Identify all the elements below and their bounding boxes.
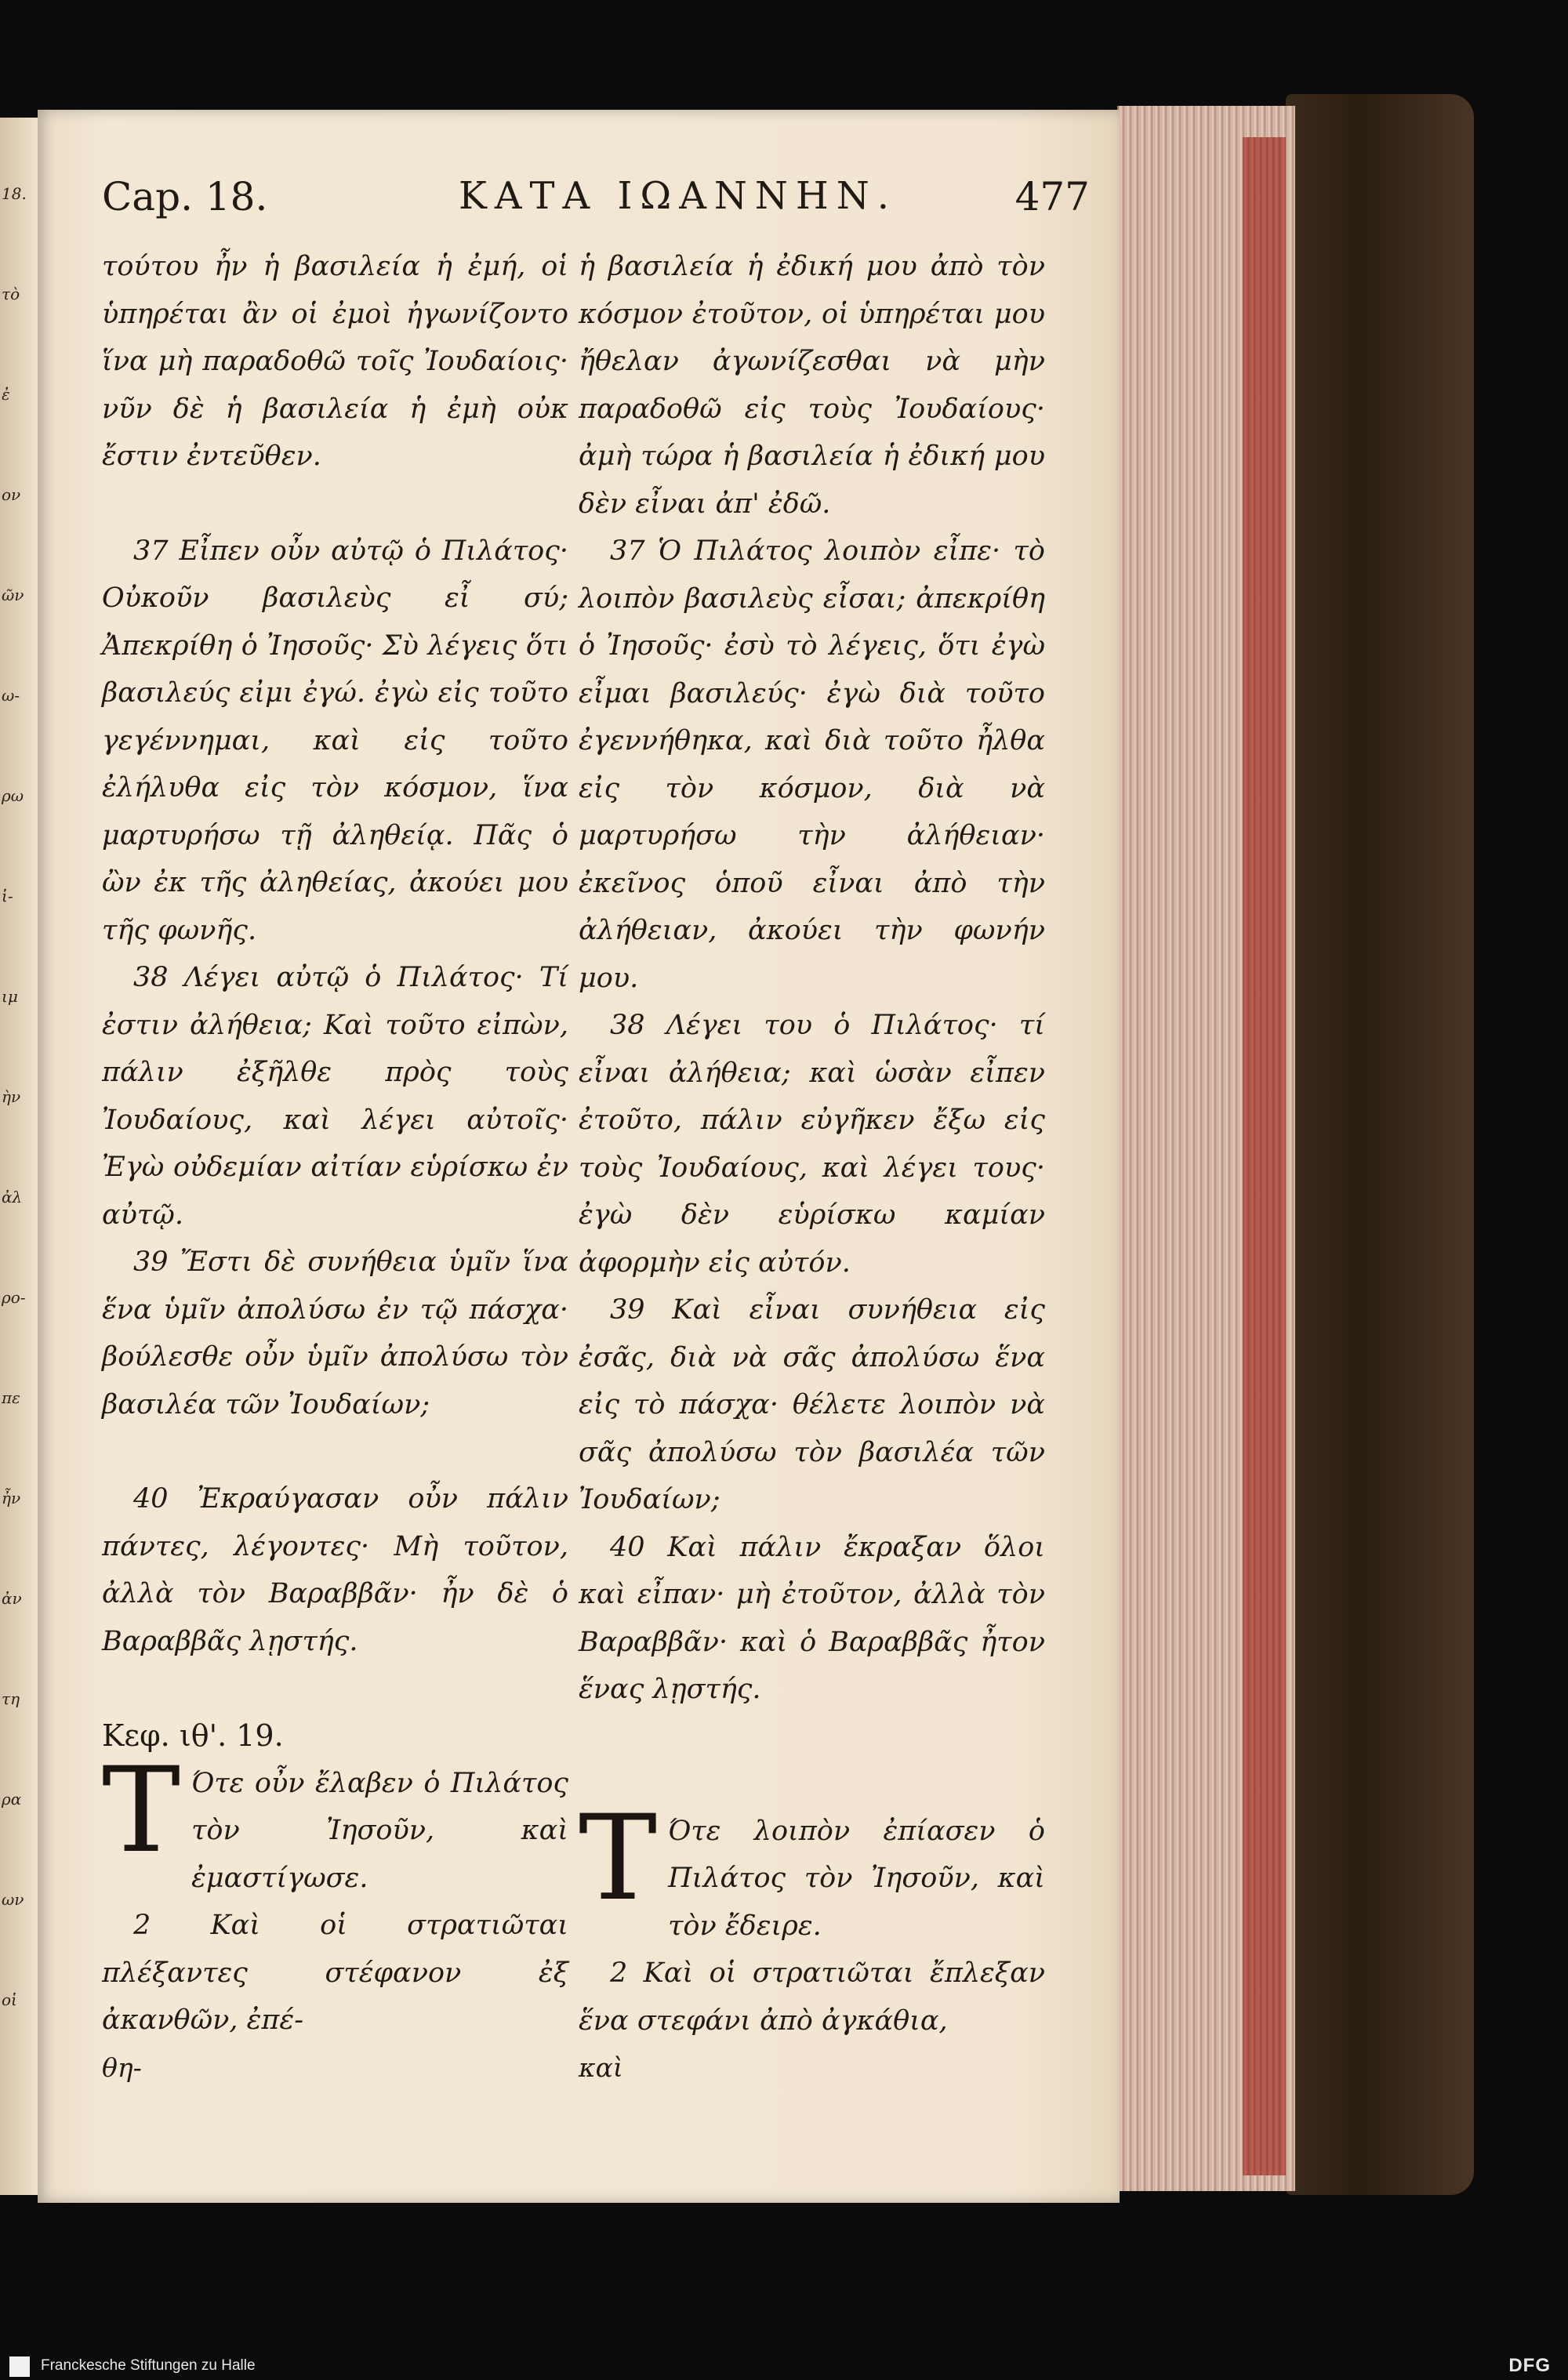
verse-38: 38 Λέγει αὐτῷ ὁ Πιλάτος· Τί ἐστιν ἀλήθεια; Καὶ τοῦτο εἰπὼν, πάλιν ἐξῆλθε πρὸς τοὺς Ἰουδαίους, καὶ λέγει αὐτοῖς· Ἐγὼ οὐδεμίαν αἰτίαν εὑρίσκω ἐν αὐτῷ. (102, 962, 568, 1231)
margin-fragment: πε (2, 1388, 20, 1407)
chapter-opening (102, 1742, 568, 1903)
verse-37: 37 Εἶπεν οὖν αὐτῷ ὁ Πιλάτος· Οὐκοῦν βασιλεὺς εἶ σύ; Ἀπεκρίθη ὁ Ἰησοῦς· Σὺ λέγεις ὅτι βασιλεύς εἰμι ἐγώ. ἐγὼ εἰς τοῦτο γεγέννημαι, καὶ εἰς τοῦτο ἐλήλυθα εἰς τὸν κόσμον, ἵνα μαρτυρήσω τῇ ἀληθείᾳ. Πᾶς ὁ ὢν ἐκ τῆς ἀληθείας, ἀκούει μου τῆς φωνῆς. (102, 535, 568, 946)
catchword: καὶ (579, 2052, 623, 2083)
paragraph: τούτου ἦν ἡ βασιλεία ἡ ἐμή, οἱ ὑπηρέται ἂν οἱ ἐμοὶ ἠγωνίζοντο ἵνα μὴ παραδοθῶ τοῖς Ἰουδαίοις· νῦν δὲ ἡ βασιλεία ἡ ἐμὴ οὐκ ἔστιν ἐντεῦθεν. (102, 251, 568, 472)
chapter-opening (579, 1790, 1045, 1950)
page-number: 477 (1014, 174, 1090, 219)
margin-fragment: ἱ- (2, 887, 13, 905)
verse-40: 40 Ἐκραύγασαν οὖν πάλιν πάντες, λέγοντες· Μὴ τοῦτον, ἀλλὰ τὸν Βαραββᾶν· ἦν δὲ ὁ Βαραββᾶς λῃστής. (102, 1483, 568, 1657)
verse-2: 2 Καὶ οἱ στρατιῶται ἔπλεξαν ἕνα στεφάνι ἀπὸ ἀγκάθια, (579, 1957, 1045, 2037)
margin-fragment: τη (2, 1689, 20, 1708)
verse-2: 2 Καὶ οἱ στρατιῶται πλέξαντες στέφανον ἐξ ἀκανθῶν, ἐπέ- (102, 1910, 568, 2036)
drop-cap: Τ (102, 1742, 181, 1879)
margin-fragment: ῶν (2, 586, 24, 604)
catchword: θη- (102, 2052, 142, 2083)
margin-fragment: ἀλ (2, 1188, 23, 1206)
margin-fragment: ιμ (2, 987, 18, 1006)
margin-fragment: ρω (2, 786, 24, 805)
margin-fragment: οἱ (2, 1990, 17, 2009)
chapter-heading: Κεφ. ιθ'. 19. (102, 1718, 284, 1753)
facing-page-edge (0, 118, 40, 2195)
chapter-opening-text: Ότε οὖν ἔλαβεν ὁ Πιλάτος τὸν Ἰησοῦν, καὶ ἐμαστίγωσε. (191, 1767, 568, 1894)
margin-fragment: ἐ (2, 385, 10, 404)
left-column-ancient-greek (102, 243, 568, 2092)
margin-fragment: ω- (2, 686, 20, 705)
verse-37: 37 Ὁ Πιλάτος λοιπὸν εἶπε· τὸ λοιπὸν βασιλεὺς εἶσαι; ἀπεκρίθη ὁ Ἰησοῦς· ἐσὺ τὸ λέγεις, ὅτι ἐγὼ εἶμαι βασιλεύς· ἐγὼ διὰ τοῦτο ἐγεννήθηκα, καὶ διὰ τοῦτο ἦλθα εἰς τὸν κόσμον, διὰ νὰ μαρτυρήσω τὴν ἀλήθειαν· ἐκεῖνος ὁποῦ εἶναι ἀπὸ τὴν ἀλήθειαν, ἀκούει τὴν φωνήν μου. (579, 535, 1045, 994)
institution-name: Franckesche Stiftungen zu Halle (41, 2357, 256, 2374)
margin-fragment: ἦν (2, 1489, 21, 1507)
paragraph: ἡ βασιλεία ἡ ἐδική μου ἀπὸ τὸν κόσμον ἐτοῦτον, οἱ ὑπηρέται μου ἤθελαν ἀγωνίζεσθαι νὰ μὴν παραδοθῶ εἰς τοὺς Ἰουδαίους· ἀμὴ τώρα ἡ βασιλεία ἡ ἐδική μου δὲν εἶναι ἀπ' ἐδῶ. (579, 251, 1045, 520)
margin-fragment: 18. (2, 184, 27, 203)
verse-38: 38 Λέγει του ὁ Πιλάτος· τί εἶναι ἀλήθεια; καὶ ὡσὰν εἶπεν ἐτοῦτο, πάλιν εὐγῆκεν ἔξω εἰς τοὺς Ἰουδαίους, καὶ λέγει τους· ἐγὼ δὲν εὑρίσκω καμίαν ἀφορμὴν εἰς αὐτόν. (579, 1010, 1045, 1279)
margin-fragment: ὴν (2, 1087, 21, 1106)
margin-fragment: ρα (2, 1790, 22, 1809)
page-title: ΚΑΤΑ ΙΩΑΝΝΗΝ. (459, 174, 897, 218)
footer-bar (0, 2352, 1568, 2380)
chapter-label: Cap. 18. (102, 174, 268, 219)
margin-fragment: τὸ (2, 285, 20, 303)
right-column-modern-greek (579, 243, 1045, 2092)
dfg-logo: DFG (1508, 2355, 1551, 2376)
margin-fragment: ον (2, 485, 21, 504)
verse-39: 39 Καὶ εἶναι συνήθεια εἰς ἐσᾶς, διὰ νὰ σᾶς ἀπολύσω ἕνα εἰς τὸ πάσχα· θέλετε λοιπὸν νὰ σᾶς ἀπολύσω τὸν βασιλέα τῶν Ἰουδαίων; (579, 1294, 1045, 1515)
verse-39: 39 Ἔστι δὲ συνήθεια ὑμῖν ἵνα ἕνα ὑμῖν ἀπολύσω ἐν τῷ πάσχα· βούλεσθε οὖν ὑμῖν ἀπολύσω τὸν βασιλέα τῶν Ἰουδαίων; (102, 1246, 568, 1420)
drop-cap: Τ (579, 1790, 658, 1927)
verse-40: 40 Καὶ πάλιν ἔκραξαν ὅλοι καὶ εἶπαν· μὴ ἐτοῦτον, ἀλλὰ τὸν Βαραββᾶν· καὶ ὁ Βαραββᾶς ἦτον ἕνας λῃστής. (579, 1531, 1045, 1705)
chapter-opening-text: Ότε λοιπὸν ἐπίασεν ὁ Πιλάτος τὸν Ἰησοῦν, καὶ τὸν ἔδειρε. (668, 1815, 1045, 1942)
book-cover (1286, 94, 1474, 2195)
book-page (38, 110, 1120, 2203)
margin-fragment: ων (2, 1890, 24, 1909)
margin-fragment: ρο- (2, 1288, 26, 1307)
running-header (102, 174, 1090, 221)
margin-fragment: ἀν (2, 1589, 22, 1608)
institution-logo-icon (9, 2356, 30, 2377)
red-page-edge (1243, 137, 1286, 2175)
